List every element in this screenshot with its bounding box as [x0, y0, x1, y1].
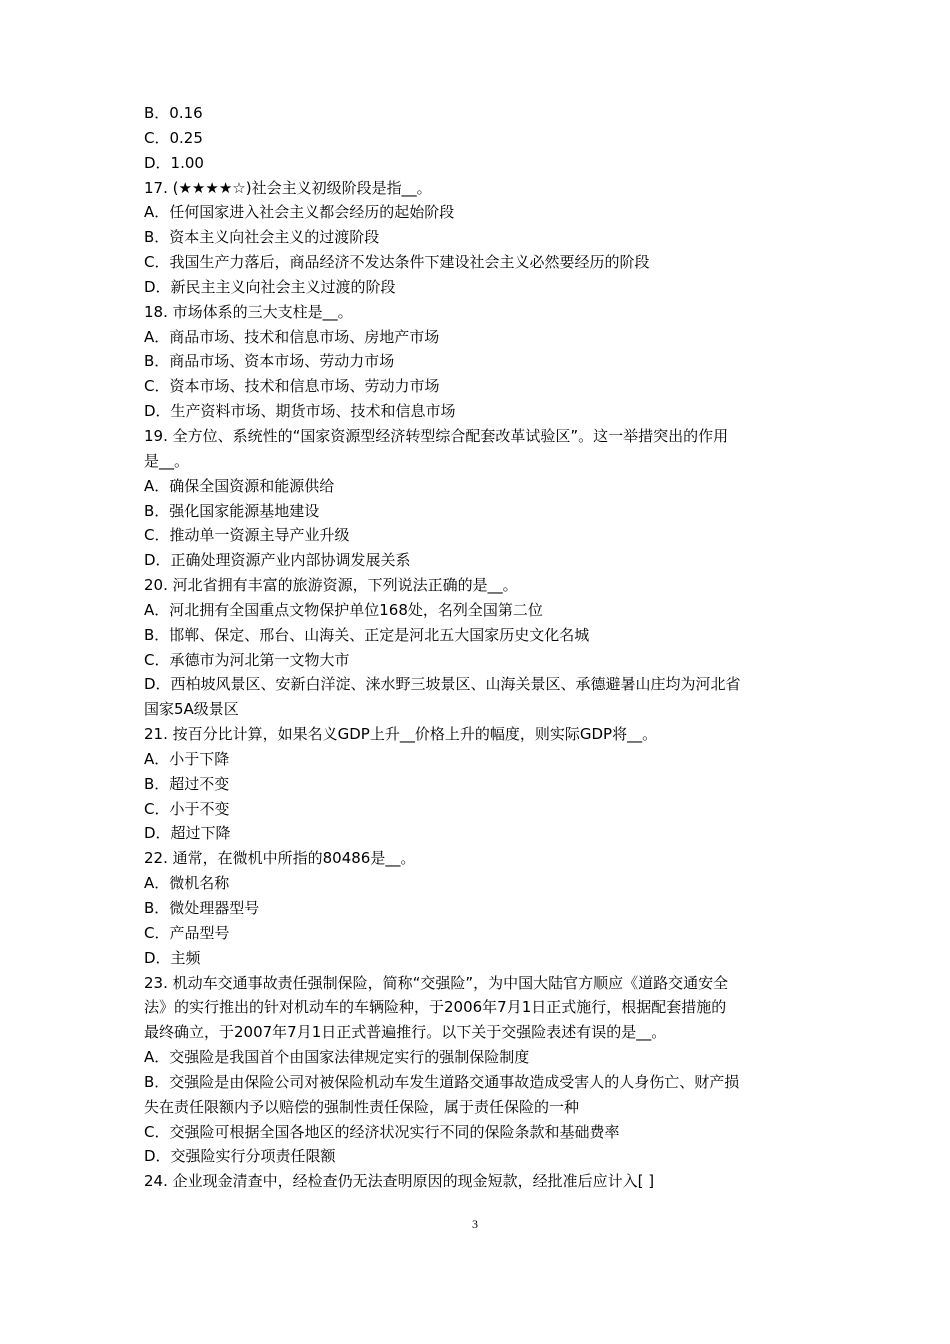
option-line: A．商品市场、技术和信息市场、房地产市场	[144, 327, 440, 346]
question-17: 17. (★★★★☆)社会主义初级阶段是指__。	[144, 178, 432, 197]
question-20: 20. 河北省拥有丰富的旅游资源，下列说法正确的是__。	[144, 576, 518, 595]
option-line: C．交强险可根据全国各地区的经济状况实行不同的保险条款和基础费率	[144, 1122, 620, 1141]
option-line: D．交强险实行分项责任限额	[144, 1147, 336, 1166]
option-line: B．0.16	[144, 104, 203, 122]
option-line: B．邯郸、保定、邢台、山海关、正定是河北五大国家历史文化名城	[144, 625, 590, 644]
option-line: C．产品型号	[144, 923, 230, 942]
question-21: 21. 按百分比计算，如果名义GDP上升__价格上升的幅度，则实际GDP将__。	[144, 725, 658, 744]
option-line: B．资本主义向社会主义的过渡阶段	[144, 228, 380, 247]
option-line: C．推动单一资源主导产业升级	[144, 526, 350, 545]
option-line: B．微处理器型号	[144, 899, 260, 917]
option-line: D．超过下降	[144, 824, 231, 843]
option-line-continued: 失在责任限额内予以赔偿的强制性责任保险，属于责任保险的一种	[144, 1097, 580, 1116]
option-line: A．微机名称	[144, 874, 230, 893]
question-24: 24. 企业现金清查中，经检查仍无法查明原因的现金短款，经批准后应计入[ ]	[144, 1172, 655, 1191]
option-line: D．正确处理资源产业内部协调发展关系	[144, 551, 411, 570]
question-22: 22. 通常，在微机中所指的80486是__。	[144, 849, 416, 868]
page-number: 3	[472, 1217, 478, 1231]
option-line: D．西柏坡风景区、安新白洋淀、涞水野三坡景区、山海关景区、承德避暑山庄均为河北省	[144, 675, 741, 694]
option-line: C．资本市场、技术和信息市场、劳动力市场	[144, 377, 440, 396]
question-18: 18. 市场体系的三大支柱是__。	[144, 302, 353, 321]
option-line: D．生产资料市场、期货市场、技术和信息市场	[144, 402, 456, 421]
question-19: 19. 全方位、系统性的“国家资源型经济转型综合配套改革试验区”。这一举措突出的作用	[144, 426, 729, 445]
option-line: A．河北拥有全国重点文物保护单位168处，名列全国第二位	[144, 600, 543, 619]
option-line: B．交强险是由保险公司对被保险机动车发生道路交通事故造成受害人的人身伤亡、财产损	[144, 1072, 740, 1091]
option-line: C．0.25	[144, 128, 203, 147]
option-line: A．小于下降	[144, 749, 230, 768]
option-line: C．承德市为河北第一文物大市	[144, 650, 350, 669]
question-23-continued: 法》的实行推出的针对机动车的车辆险种，于2006年7月1日正式施行，根据配套措施的	[144, 998, 727, 1017]
option-line: D．主频	[144, 948, 201, 967]
question-23: 23. 机动车交通事故责任强制保险，简称“交强险”，为中国大陆官方顺应《道路交通安全	[144, 973, 729, 992]
option-line: B．超过不变	[144, 774, 230, 793]
question-19-continued: 是__。	[144, 451, 190, 470]
option-line: A．确保全国资源和能源供给	[144, 476, 335, 495]
option-line: B．商品市场、资本市场、劳动力市场	[144, 352, 395, 371]
page-content	[144, 101, 814, 1194]
option-line: D．新民主主义向社会主义过渡的阶段	[144, 277, 396, 296]
option-line: B．强化国家能源基地建设	[144, 501, 320, 520]
option-line: D．1.00	[144, 153, 204, 172]
option-line: A．交强险是我国首个由国家法律规定实行的强制保险制度	[144, 1048, 530, 1067]
option-line-continued: 国家5A级景区	[144, 700, 239, 719]
option-line: C．我国生产力落后，商品经济不发达条件下建设社会主义必然要经历的阶段	[144, 253, 650, 272]
question-23-continued: 最终确立，于2007年7月1日正式普遍推行。以下关于交强险表述有误的是__。	[144, 1023, 667, 1042]
option-line: A．任何国家进入社会主义都会经历的起始阶段	[144, 203, 455, 222]
option-line: C．小于不变	[144, 799, 230, 818]
